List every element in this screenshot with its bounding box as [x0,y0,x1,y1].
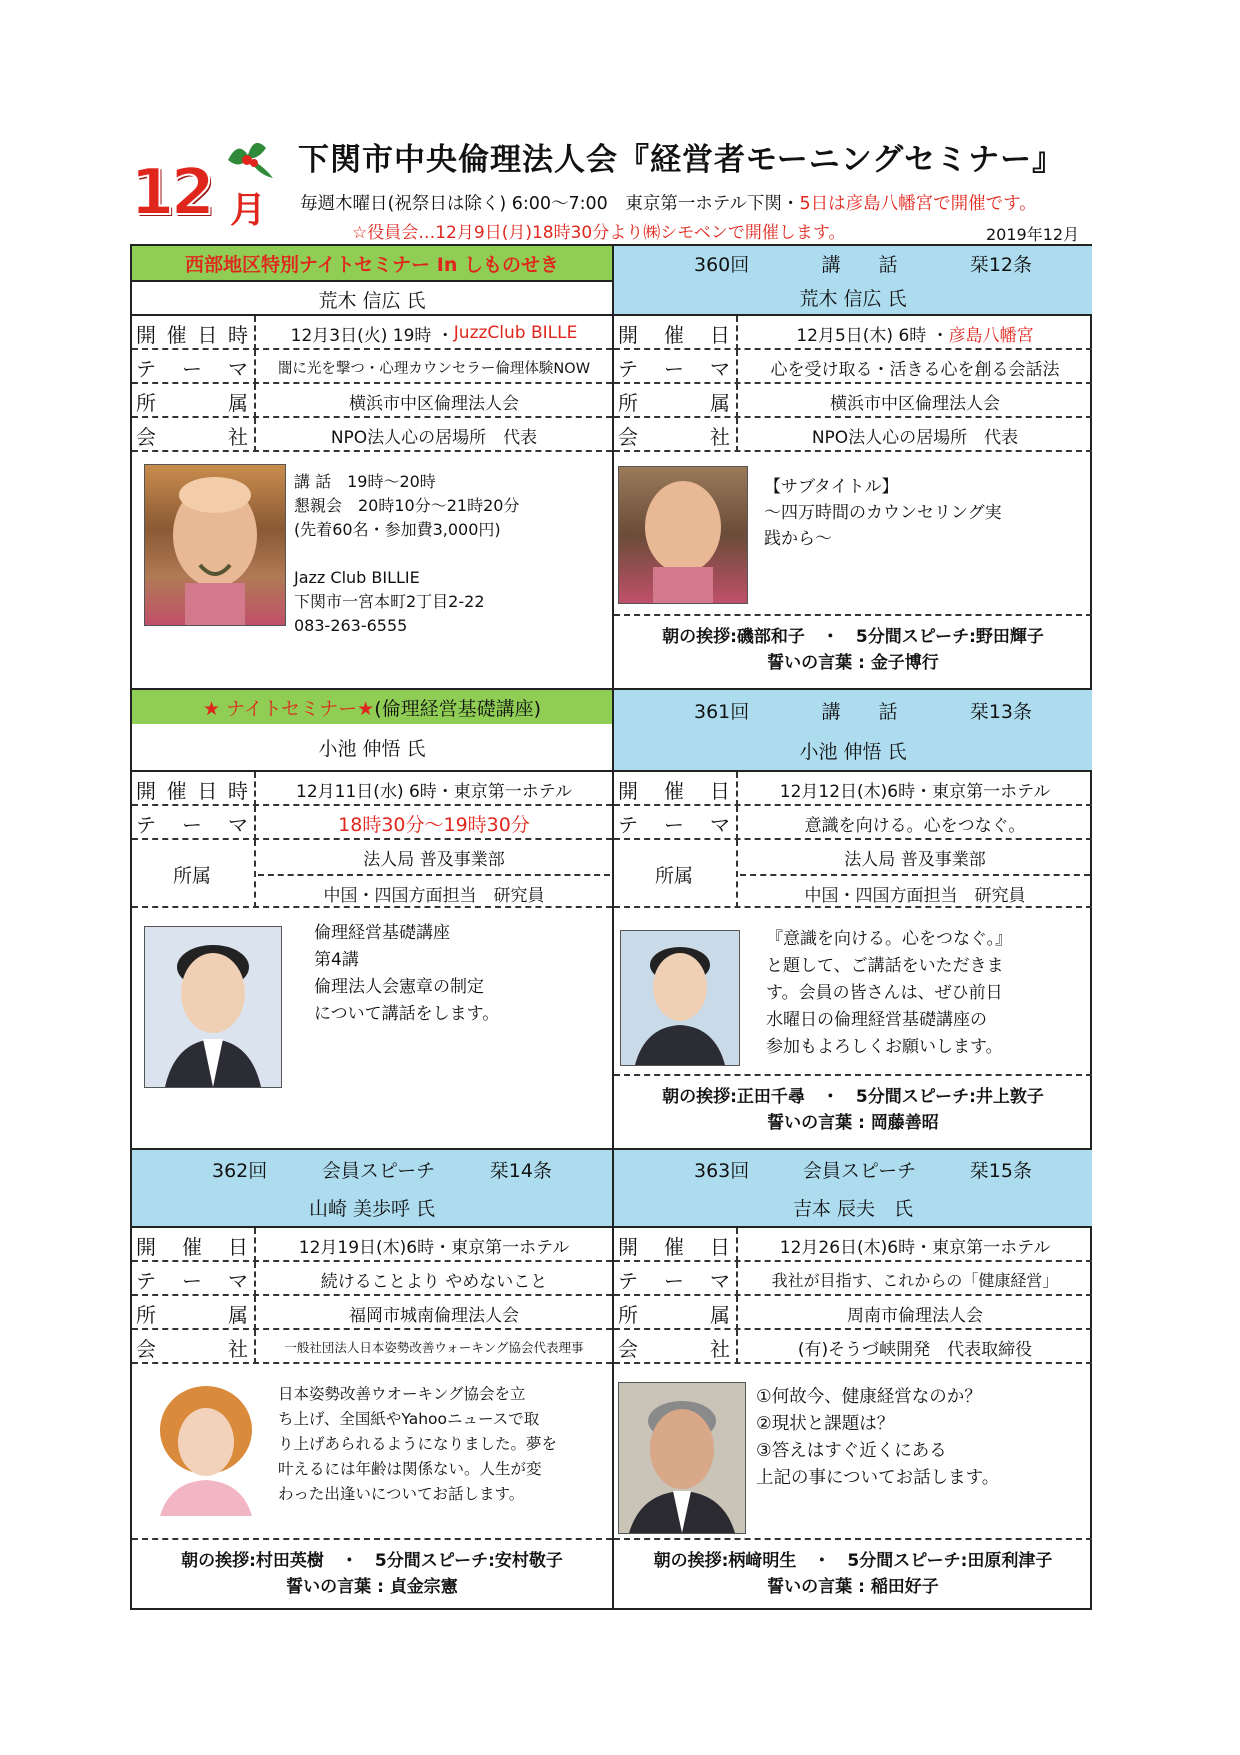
greeting-speech-line: 朝の挨拶:柄﨑明生 ・ 5分間スピーチ:田原利津子 [653,1551,1053,1571]
label-company: 会 社 [136,1330,256,1364]
row-theme [614,348,1092,384]
row-divider [132,1362,612,1364]
portrait-icon [621,931,739,1065]
row-date [614,1226,1092,1262]
footer-divider [132,1538,612,1540]
value-affiliation: 横浜市中区倫理法人会 [830,393,1000,414]
event-description: 日本姿勢改善ウオーキング協会を立 ち上げ、全国紙やYahooニュースで取 り上げあられるようになりました。夢を 叶えるには年齢は関係ない。人生が変 わった出逢いについてお話します。 [278,1385,558,1503]
article-number: 栞12条 [969,253,1032,276]
speaker-name: 小池 伸悟 氏 [318,737,426,760]
row-theme [614,1260,1092,1296]
value-theme: 我社が目指す、これからの「健康経営」 [771,1270,1059,1290]
portrait-icon [146,1380,266,1516]
greeting-speech-line: 朝の挨拶:正田千尋 ・ 5分間スピーチ:井上敦子 [662,1087,1044,1107]
row-theme [614,804,1092,840]
row-affiliation [614,1294,1092,1330]
speaker-photo [620,930,740,1066]
footer-divider [614,1074,1092,1076]
row-theme [132,1260,612,1296]
cell-band [614,1150,1092,1188]
value-date: 12月5日(木) 6時 ・ 彦島八幡宮 [796,325,1034,346]
greeting-speech-line: 朝の挨拶:村田英樹 ・ 5分間スピーチ:安村敬子 [181,1551,563,1571]
label-affiliation: 所 属 [618,384,738,418]
speaker-photo [144,926,282,1088]
session-type: 会員スピーチ [802,1159,917,1182]
value-affiliation-1: 法人局 普及事業部 [363,849,505,870]
label-affiliation: 所 属 [618,1296,738,1330]
row-divider [614,906,1092,908]
speaker-name: 荒木 信広 氏 [132,280,612,316]
label-theme: テ ー マ [618,350,738,384]
cell-band: 西部地区特別ナイトセミナー In しものせき [132,246,612,280]
label-theme: テ ー マ [136,350,256,384]
cell-night-seminar-west [132,246,612,688]
greeting-speech-line: 朝の挨拶:磯部和子 ・ 5分間スピーチ:野田輝子 [662,627,1044,647]
row-affiliation [614,838,1092,908]
row-divider [614,1362,1092,1364]
session-type: 講 話 [821,253,898,276]
row-divider [132,906,612,908]
cell-night-seminar-basic [132,690,612,1148]
value-date: 12月12日(木)6時・東京第一ホテル [779,781,1051,802]
footer-divider [614,614,1092,616]
month-badge [130,152,280,242]
speaker-name: 吉本 辰夫 氏 [614,1188,1092,1226]
cell-session-360 [614,246,1092,688]
article-number: 栞13条 [969,700,1032,723]
row-affiliation [132,382,612,418]
event-description: 【サブタイトル】 ～四万時間のカウンセリング実 践から～ [764,477,1002,549]
row-divider [132,450,612,452]
value-affiliation: 横浜市中区倫理法人会 [349,393,519,414]
value-theme: 闇に光を撃つ・心理カウンセラー倫理体験NOW [277,360,591,377]
row-date [132,770,612,806]
value-affiliation-2: 中国・四国方面担当 研究員 [740,874,1090,910]
cell-session-361 [614,690,1092,1148]
value-company: NPO法人心の居場所 代表 [811,427,1019,448]
label-theme: テ ー マ [618,1262,738,1296]
label-theme: テ ー マ [136,1262,256,1296]
cell-band [132,690,612,724]
label-date-time: 開 催 日 時 [136,316,256,350]
speaker-photo [144,464,286,626]
label-affiliation: 所 属 [136,1296,256,1330]
oath-line: 誓いの言葉 : 岡藤善昭 [767,1113,939,1133]
event-description: 講 話 19時～20時 懇親会 20時10分～21時20分 (先着60名・参加費3,000円) Jazz Club BILLIE 下関市一宮本町2丁目2-22 083-263-6555 [294,472,520,635]
row-affiliation [614,382,1092,418]
value-affiliation-1: 法人局 普及事業部 [844,849,986,870]
event-description: 倫理経営基礎講座 第4講 倫理法人会憲章の制定 について講話をします。 [314,923,500,1024]
month-unit: 月 [230,190,267,231]
schedule-line [300,190,1037,215]
oath-line: 誓いの言葉 : 金子博行 [767,653,939,673]
portrait-icon [619,1383,745,1533]
row-date [614,770,1092,806]
article-number: 栞14条 [489,1159,552,1182]
row-theme [132,804,612,840]
value-company: NPO法人心の居場所 代表 [330,427,538,448]
value-affiliation: 福岡市城南倫理法人会 [349,1305,519,1326]
label-date-time: 開 催 日 時 [136,772,256,806]
oath-line: 誓いの言葉 : 貞金宗憲 [286,1577,458,1597]
holly-icon [218,130,278,180]
session-type: 会員スピーチ [321,1159,436,1182]
label-theme: テ ー マ [136,806,256,840]
session-number: 361回 [694,700,750,723]
label-company: 会 社 [618,1330,738,1364]
cell-session-363 [614,1150,1092,1610]
seminar-grid [130,244,1092,1610]
portrait-icon [619,467,747,603]
page-title: 下関市中央倫理法人会『経営者モーニングセミナー』 [298,142,1065,178]
row-affiliation [132,838,612,908]
row-date [132,314,612,350]
cell-band [132,1150,612,1188]
row-company [614,416,1092,452]
band-title: ★ ナイトセミナー★ [202,697,375,720]
oath-line: 誓いの言葉 : 稲田好子 [767,1577,939,1597]
schedule-main: 毎週木曜日(祝祭日は除く) 6:00～7:00 東京第一ホテル下関・ [300,194,800,214]
value-date: 12月11日(水) 6時・東京第一ホテル [296,781,572,802]
row-date [132,1226,612,1262]
portrait-icon [145,465,285,625]
value-company: (有)そうづ峡開発 代表取締役 [797,1339,1033,1360]
label-date: 開 催 日 [618,1228,738,1262]
issue-date: 2019年12月 [986,225,1080,244]
footer-divider [614,1538,1092,1540]
value-affiliation-2: 中国・四国方面担当 研究員 [258,874,610,910]
portrait-icon [145,927,281,1087]
speaker-photo [618,466,748,604]
session-number: 360回 [694,253,750,276]
board-meeting-notice: ☆役員会…12月9日(月)18時30分より㈱シモベンで開催します。 [352,223,846,243]
row-company [132,416,612,452]
session-number: 363回 [694,1159,750,1182]
month-number: 12 [130,156,212,230]
value-theme: 心を受け取る・活きる心を創る会話法 [770,359,1060,380]
speaker-photo [618,1382,746,1534]
speaker-name: 山崎 美歩呼 氏 [132,1188,612,1226]
label-company: 会 社 [618,418,738,452]
row-company [132,1328,612,1364]
cell-session-362 [132,1150,612,1610]
label-affiliation: 所属 [618,840,738,908]
value-company: 一般社団法人日本姿勢改善ウォーキング協会代表理事 [284,1340,584,1355]
value-theme: 意識を向ける。心をつなぐ。 [804,815,1026,836]
row-divider [614,450,1092,452]
label-theme: テ ー マ [618,806,738,840]
row-date [614,314,1092,350]
label-date: 開 催 日 [618,316,738,350]
session-number: 362回 [212,1159,268,1182]
value-date: 12月3日(火) 19時 ・ JuzzClub BILLE [290,323,578,346]
label-date: 開 催 日 [136,1228,256,1262]
event-description: ①何故今、健康経営なのか？ ②現状と課題は？ ③答えはすぐ近くにある 上記の事についてお話します。 [756,1387,1000,1488]
row-affiliation [132,1294,612,1330]
band-subtitle: (倫理経営基礎講座) [374,697,542,720]
row-company [614,1328,1092,1364]
session-type: 講 話 [821,700,898,723]
row-theme [132,348,612,384]
speaker-name: 小池 伸悟 氏 [614,730,1092,770]
speaker-photo [146,1380,266,1516]
label-affiliation: 所属 [136,840,256,908]
value-date: 12月26日(木)6時・東京第一ホテル [779,1237,1051,1258]
value-date: 12月19日(木)6時・東京第一ホテル [298,1237,570,1258]
speaker-name: 荒木 信広 氏 [614,280,1092,314]
event-description: 『意識を向ける。心をつなぐ。』 と題して、ご講話をいただきま す。会員の皆さんは、ぜひ前日 水曜日の倫理経営基礎講座の 参加もよろしくお願いします。 [766,929,1013,1057]
cell-band [614,690,1092,730]
label-date: 開 催 日 [618,772,738,806]
article-number: 栞15条 [969,1159,1032,1182]
label-company: 会 社 [136,418,256,452]
value-theme: 続けることより やめないこと [320,1271,548,1292]
value-theme: 18時30分～19時30分 [338,813,530,836]
schedule-highlight: 5日は彦島八幡宮で開催です。 [799,194,1037,214]
label-affiliation: 所 属 [136,384,256,418]
cell-band [614,246,1092,280]
value-affiliation: 周南市倫理法人会 [847,1305,983,1326]
